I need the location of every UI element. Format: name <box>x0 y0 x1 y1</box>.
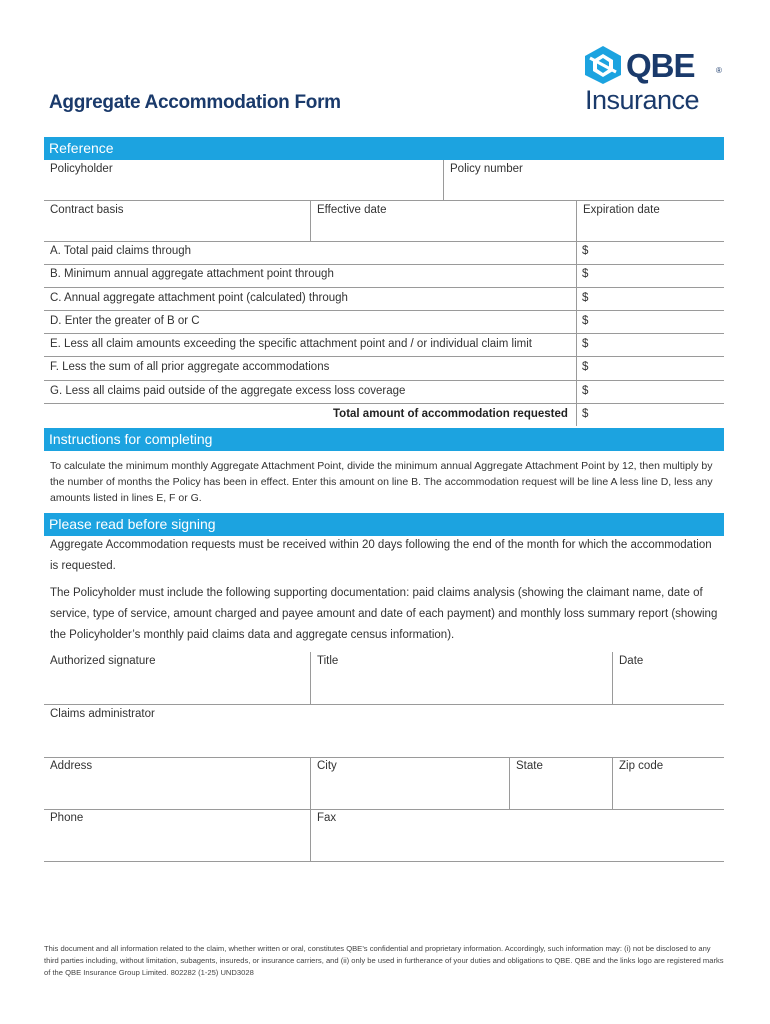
divider <box>612 757 613 809</box>
signing-paragraph-2: The Policyholder must include the following supporting documentation: paid claims analysis (showing the claimant name, date of service, type of service, amount charged and payee amount and date of each payment) and monthly loss summary report (showing the Policyholder’s monthly paid claims data and aggregate census information). <box>50 587 718 641</box>
instructions-text: To calculate the minimum monthly Aggregate Attachment Point, divide the minimum annual Aggregate Attachment Point by 12, then multiply by the number of months the Policy has been in effect. Enter this amount on line B. The accommodation request will be line A less line D, less any amounts listed in lines E, F or G. <box>50 460 713 504</box>
divider <box>44 356 724 357</box>
line-a-label: A. Total paid claims through <box>50 245 192 257</box>
phone-label: Phone <box>50 812 84 824</box>
divider <box>576 201 577 241</box>
effective-date-label: Effective date <box>317 204 387 216</box>
qbe-logo <box>582 44 722 116</box>
state-label: State <box>516 760 543 772</box>
line-f-currency: $ <box>582 361 589 373</box>
divider <box>576 241 577 426</box>
line-e-currency: $ <box>582 338 589 350</box>
line-d-currency: $ <box>582 315 589 327</box>
divider <box>44 264 724 265</box>
line-e-label: E. Less all claim amounts exceeding the specific attachment point and / or individual claim limit <box>50 338 532 350</box>
divider <box>44 333 724 334</box>
total-label: Total amount of accommodation requested <box>333 408 568 420</box>
contract-basis-label: Contract basis <box>50 204 124 216</box>
divider <box>310 652 311 704</box>
form-title: Aggregate Accommodation Form <box>49 92 341 113</box>
divider <box>310 201 311 241</box>
line-c-label: C. Annual aggregate attachment point (calculated) through <box>50 292 348 304</box>
line-c-currency: $ <box>582 292 589 304</box>
line-g-currency: $ <box>582 385 589 397</box>
signing-paragraph-1: Aggregate Accommodation requests must be received within 20 days following the end of the month for which the accommodation is requested. <box>50 539 712 572</box>
authorized-signature-label: Authorized signature <box>50 655 156 667</box>
line-g-label: G. Less all claims paid outside of the aggregate excess loss coverage <box>50 385 406 397</box>
divider <box>44 861 724 862</box>
date-label: Date <box>619 655 644 667</box>
divider <box>443 160 444 200</box>
divider <box>44 241 724 242</box>
expiration-date-label: Expiration date <box>583 204 660 216</box>
title-label: Title <box>317 655 339 667</box>
divider <box>44 380 724 381</box>
divider <box>44 809 724 810</box>
divider <box>44 310 724 311</box>
confidentiality-footer: This document and all information related to the claim, whether written or oral, constitutes QBE’s confidential and proprietary information. Accordingly, such information may: (i) not be disclosed to any third parties including, without limitation, subagents, insureds, or insurance carriers, and (ii) only be used in furtherance of your duties and obligations to QBE. QBE and the links logo are registered marks of the QBE Insurance Group Limited. 802282 (1-25) UND3028 <box>44 944 724 977</box>
divider <box>44 200 724 201</box>
divider <box>310 809 311 861</box>
divider <box>310 757 311 809</box>
divider <box>44 403 724 404</box>
instructions-header: Instructions for completing <box>44 428 724 451</box>
claims-administrator-label: Claims administrator <box>50 708 155 720</box>
line-a-currency: $ <box>582 245 589 257</box>
line-b-label: B. Minimum annual aggregate attachment point through <box>50 268 334 280</box>
divider <box>612 652 613 704</box>
logo-subtitle: Insurance <box>585 85 700 115</box>
divider <box>44 704 724 705</box>
total-currency: $ <box>582 408 589 420</box>
policy-number-label: Policy number <box>450 163 523 175</box>
signing-header: Please read before signing <box>44 513 724 536</box>
zip-code-label: Zip code <box>619 760 664 772</box>
logo-brand: QBE <box>626 47 695 84</box>
line-b-currency: $ <box>582 268 589 280</box>
registered-mark: ® <box>716 66 722 75</box>
city-label: City <box>317 760 337 772</box>
address-label: Address <box>50 760 93 772</box>
divider <box>509 757 510 809</box>
fax-label: Fax <box>317 812 337 824</box>
line-d-label: D. Enter the greater of B or C <box>50 315 200 327</box>
divider <box>44 757 724 758</box>
qbe-links-icon <box>582 44 624 86</box>
reference-header: Reference <box>44 137 724 160</box>
line-f-label: F. Less the sum of all prior aggregate accommodations <box>50 361 330 373</box>
policyholder-label: Policyholder <box>50 163 113 175</box>
divider <box>44 287 724 288</box>
